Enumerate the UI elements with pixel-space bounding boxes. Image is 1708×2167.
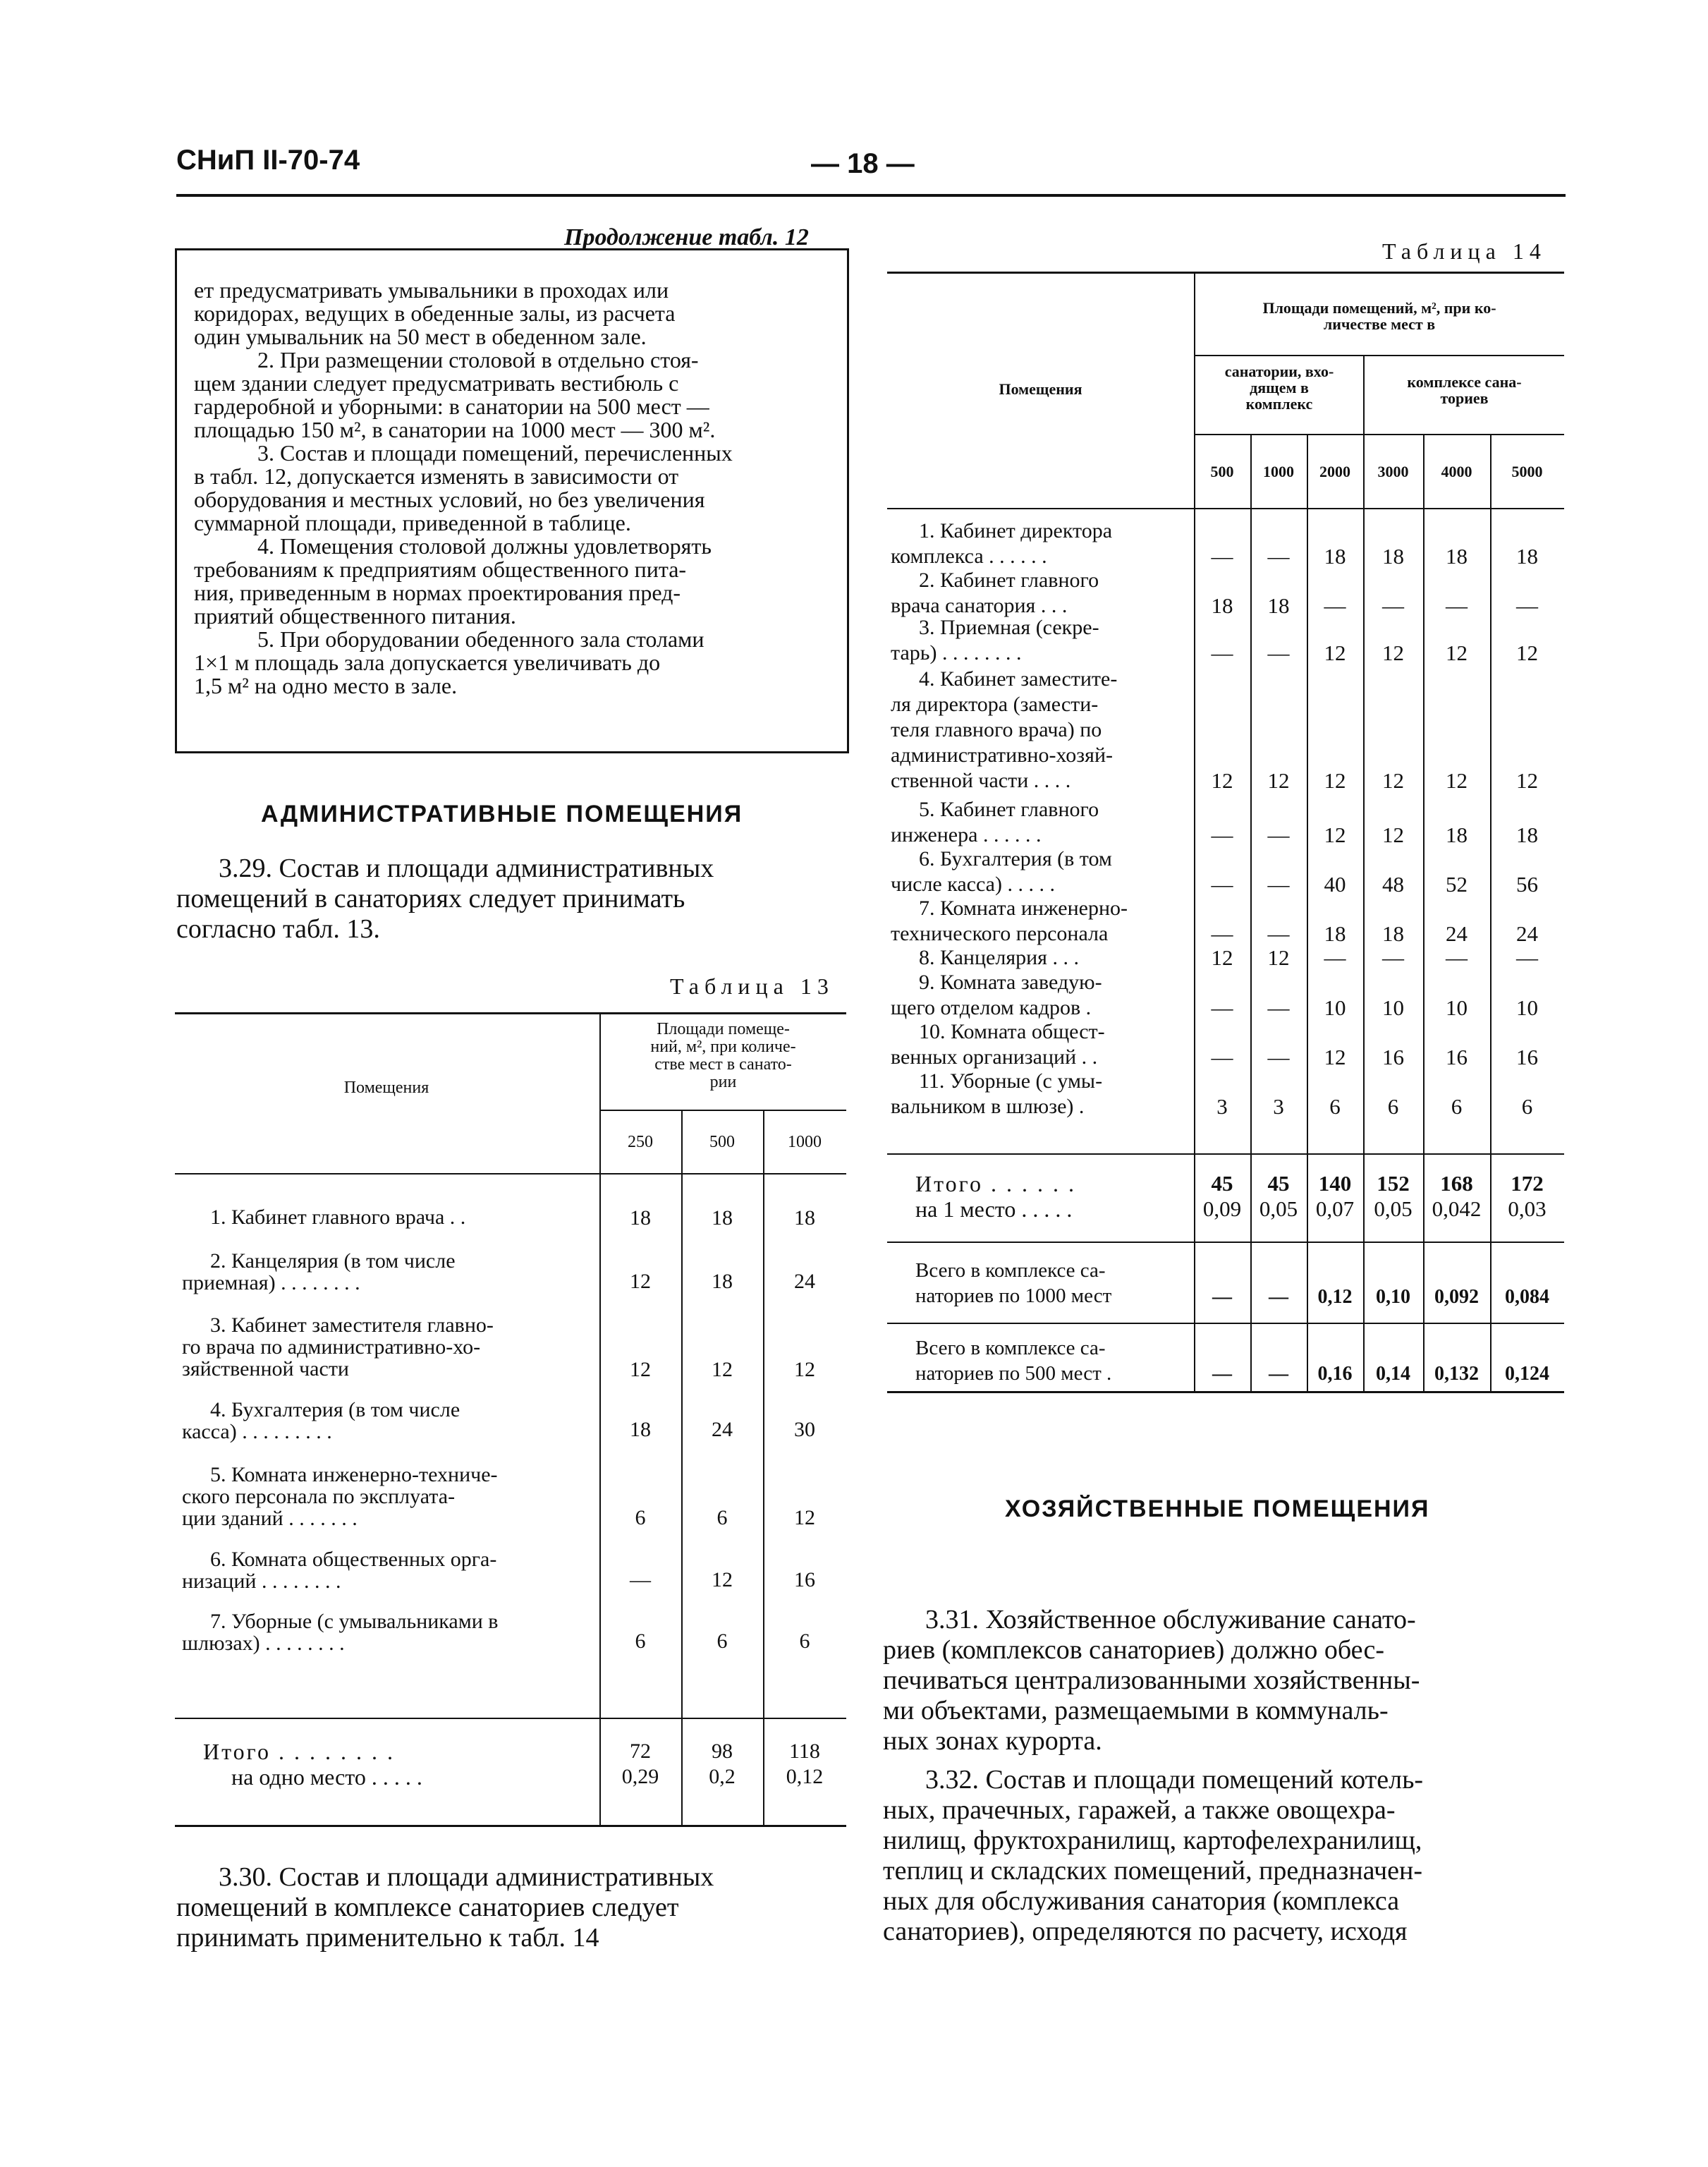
- continuation-line: суммарной площади, приведенной в таблице.: [194, 510, 631, 535]
- table-14-cell: 18: [1382, 544, 1404, 569]
- total-value: 140: [1318, 1171, 1352, 1196]
- total-value: 98: [712, 1740, 733, 1763]
- table-14-cell: 56: [1516, 872, 1538, 897]
- table-14-rooms-header: Помещения: [999, 380, 1082, 398]
- area-header-line: Площади помеще-: [657, 1020, 790, 1038]
- row-name-line: 4. Бухгалтерия (в том числе: [210, 1398, 460, 1421]
- table-14-area-header: [1196, 300, 1563, 332]
- table-13-total-cell: [599, 1739, 681, 1790]
- table-14-vline: [1307, 434, 1308, 1392]
- row-name-line: приемная) . . . . . . . .: [182, 1271, 360, 1294]
- continuation-line: щем здании следует предусматривать вестибюль с: [194, 370, 679, 396]
- table-14-cell: 12: [1324, 641, 1346, 665]
- paragraph-line: согласно табл. 13.: [176, 914, 380, 944]
- table-14-all500-cell: 0,16: [1317, 1363, 1353, 1385]
- row-name-line: ского персонала по эксплуата-: [182, 1485, 456, 1508]
- table-13-cell: 12: [630, 1358, 651, 1381]
- paragraph-line: помещений в санаториях следует принимать: [176, 884, 685, 913]
- table-14-row-name: [891, 1069, 1190, 1119]
- row-name-line: 6. Комната общественных орга-: [210, 1548, 497, 1571]
- group-header-line: комплекс: [1245, 395, 1313, 413]
- table-14-cell: 18: [1267, 593, 1290, 618]
- table-14-cell: 18: [1211, 593, 1233, 618]
- capacity-1000: 1000: [788, 1133, 822, 1151]
- table-13-cell: 24: [794, 1270, 815, 1293]
- total-value: 118: [789, 1740, 820, 1763]
- all-label-line: Всего в комплексе са-: [915, 1259, 1106, 1282]
- table-14-row-name: [891, 846, 1190, 897]
- table-14-cell: —: [1267, 872, 1290, 897]
- table-13-row-name: [182, 1399, 594, 1443]
- table-13-cell: 12: [794, 1506, 815, 1529]
- table-14-cell: 24: [1446, 921, 1468, 946]
- table-14-cell: 16: [1446, 1045, 1468, 1069]
- table-14-hline: [887, 508, 1564, 509]
- table-14-cell: 40: [1324, 872, 1346, 897]
- table-13-rooms-header: Помещения: [343, 1079, 429, 1097]
- table-14-cell: —: [1211, 995, 1233, 1020]
- table-14-cell: —: [1516, 593, 1538, 618]
- per-place-value: 0,07: [1315, 1196, 1355, 1221]
- total-label-line: Итого . . . . . .: [915, 1171, 1076, 1196]
- table-13-cell: 18: [794, 1206, 815, 1230]
- table-14-total-cell: [1250, 1171, 1307, 1222]
- table-13-cell: 6: [635, 1629, 646, 1653]
- table-14-all500-cell: 0,14: [1376, 1363, 1410, 1385]
- table-14-cell: 12: [1516, 768, 1538, 793]
- table-14-cell: 12: [1324, 823, 1346, 847]
- paragraph-line: теплиц и складских помещений, предназначен-: [883, 1856, 1422, 1886]
- row-name-line: 7. Комната инженерно-: [919, 897, 1128, 920]
- table-14-cell: 12: [1382, 641, 1404, 665]
- admin-section-title: АДМИНИСТРАТИВНЫЕ ПОМЕЩЕНИЯ: [261, 801, 743, 827]
- table-13-cell: 24: [712, 1418, 733, 1441]
- total-value: 45: [1267, 1171, 1290, 1196]
- table-13-hline: [175, 1718, 846, 1719]
- table-14-cell: —: [1211, 823, 1233, 847]
- table-14-cell: 12: [1211, 768, 1233, 793]
- table-14-cell: 18: [1446, 544, 1468, 569]
- capacity-250: 250: [628, 1133, 653, 1151]
- row-name-line: касса) . . . . . . . . .: [182, 1420, 332, 1443]
- row-name-line: 10. Комната общест-: [919, 1020, 1105, 1043]
- table-14-cell: 12: [1446, 641, 1468, 665]
- table-14-vline: [1423, 434, 1425, 1392]
- table-14-total-cell: [1490, 1171, 1564, 1222]
- all-label-line: Всего в комплексе са-: [915, 1337, 1106, 1359]
- capacity-500: 500: [709, 1133, 735, 1151]
- table-14-cell: —: [1382, 945, 1404, 970]
- row-name-line: щего отделом кадров .: [891, 996, 1092, 1019]
- continuation-line: гардеробной и уборными: в санатории на 500 мест —: [194, 394, 709, 419]
- total-value: 45: [1211, 1171, 1233, 1196]
- group-header-line: санатории, вхо-: [1224, 363, 1334, 380]
- table-13-cell: 6: [799, 1629, 810, 1653]
- table-13-cell: 6: [716, 1506, 728, 1529]
- area-header-line: рии: [709, 1073, 737, 1091]
- table-14-caption: Таблица 14: [1382, 238, 1547, 264]
- table-14-cell: 12: [1382, 823, 1404, 847]
- paragraph-line: ных для обслуживания санатория (комплекса: [883, 1886, 1400, 1916]
- table-14-cell: 12: [1516, 641, 1538, 665]
- table-14-cell: 52: [1446, 872, 1468, 897]
- table-13-row-name: [182, 1610, 594, 1654]
- table-14-all1000-cell: —: [1212, 1286, 1232, 1308]
- table-13-row-name: [210, 1206, 594, 1228]
- table-14-hline: [887, 1323, 1564, 1324]
- continuation-line: 2. При размещении столовой в отдельно стоя-: [257, 347, 699, 372]
- table-14-row-name: [891, 568, 1190, 619]
- row-name-line: 8. Канцелярия . . .: [919, 946, 1079, 969]
- table-14-cell: 18: [1446, 823, 1468, 847]
- row-name-line: 2. Канцелярия (в том числе: [210, 1249, 456, 1273]
- paragraph-line: риев (комплексов санаториев) должно обес-: [883, 1635, 1385, 1665]
- table-14-cell: 18: [1324, 921, 1346, 946]
- group-header-line: ториев: [1440, 389, 1489, 407]
- table-14-hline: [887, 1242, 1564, 1243]
- continuation-caption: Продолжение табл. 12: [564, 224, 809, 250]
- table-14-row-name: [891, 970, 1190, 1021]
- table-14-cell: 10: [1516, 995, 1538, 1020]
- table-14-total-cell: [1363, 1171, 1423, 1222]
- total-value: 168: [1440, 1171, 1473, 1196]
- table-13-total-cell: [763, 1739, 846, 1790]
- capacity-3000: 3000: [1377, 463, 1409, 480]
- table-14-row-name: [891, 945, 1190, 971]
- table-14-all500-cell: 0,132: [1434, 1363, 1479, 1385]
- continuation-line: 3. Состав и площади помещений, перечисленных: [257, 440, 733, 466]
- header-rule: [176, 194, 1566, 197]
- table-14-cell: —: [1211, 1045, 1233, 1069]
- table-14-cell: —: [1211, 641, 1233, 665]
- row-name-line: числе касса) . . . . .: [891, 873, 1055, 896]
- row-name-line: 1. Кабинет главного врача . .: [210, 1206, 466, 1229]
- paragraph-3-30: [176, 1862, 853, 1953]
- table-14-cell: —: [1516, 945, 1538, 970]
- continuation-text: [194, 279, 829, 698]
- table-14-cell: 12: [1267, 945, 1290, 970]
- all-label-line: наториев по 1000 мест: [915, 1285, 1112, 1307]
- table-14-cell: 6: [1521, 1094, 1533, 1119]
- table-14-all1000-cell: 0,10: [1376, 1286, 1410, 1308]
- table-14-hline: [1194, 434, 1564, 435]
- table-13-cell: 30: [794, 1418, 815, 1441]
- table-14-cell: —: [1211, 921, 1233, 946]
- total-label-line: на одно место . . . . .: [231, 1764, 422, 1790]
- continuation-line: оборудования и местных условий, но без увеличения: [194, 487, 705, 512]
- per-place-value: 0,03: [1508, 1196, 1547, 1221]
- table-14-cell: 10: [1382, 995, 1404, 1020]
- table-14-hline: [887, 1153, 1564, 1155]
- table-14-cell: 48: [1382, 872, 1404, 897]
- table-13-cell: 18: [712, 1270, 733, 1293]
- table-14-cell: 10: [1446, 995, 1468, 1020]
- table-14-total-label: [915, 1171, 1194, 1222]
- per-place-value: 0,12: [786, 1765, 824, 1788]
- paragraph-line: 3.32. Состав и площади помещений котель-: [925, 1765, 1424, 1795]
- table-13-cell: 12: [712, 1568, 733, 1591]
- table-13-cell: 6: [716, 1629, 728, 1653]
- table-14-all1000-cell: —: [1269, 1286, 1288, 1308]
- row-name-line: 2. Кабинет главного: [919, 569, 1099, 592]
- table-13-total-label: [203, 1739, 594, 1790]
- table-14-all1000-cell: 0,12: [1317, 1286, 1353, 1308]
- table-13-cell: 18: [712, 1206, 733, 1230]
- household-section-title: ХОЗЯЙСТВЕННЫЕ ПОМЕЩЕНИЯ: [1005, 1495, 1430, 1522]
- table-14-row-name: [891, 896, 1190, 947]
- table-14-vline: [1250, 434, 1252, 1392]
- table-13-row-name: [182, 1548, 594, 1592]
- capacity-4000: 4000: [1441, 463, 1472, 480]
- per-place-value: 0,05: [1374, 1196, 1413, 1221]
- capacity-5000: 5000: [1511, 463, 1543, 480]
- capacity-1000: 1000: [1263, 463, 1294, 480]
- table-13-cell: 18: [630, 1418, 651, 1441]
- row-name-line: ции зданий . . . . . . .: [182, 1507, 358, 1530]
- area-header-line: стве мест в санато-: [654, 1055, 792, 1074]
- table-14-cell: 18: [1516, 823, 1538, 847]
- paragraph-line: печиваться централизованными хозяйственны-: [883, 1665, 1420, 1695]
- document-code: СНиП II-70-74: [176, 145, 360, 176]
- row-name-line: 3. Приемная (секре-: [919, 616, 1099, 639]
- continuation-line: ет предусматривать умывальники в проходах или: [194, 277, 669, 303]
- table-13-caption: Таблица 13: [670, 973, 834, 999]
- per-place-value: 0,05: [1259, 1196, 1298, 1221]
- continuation-line: площадью 150 м², в санатории на 1000 мест — 300 м².: [194, 417, 716, 442]
- table-14-cell: —: [1446, 945, 1468, 970]
- continuation-line: приятий общественного питания.: [194, 603, 516, 629]
- row-name-line: низаций . . . . . . . .: [182, 1570, 341, 1593]
- per-place-value: 0,29: [621, 1765, 659, 1788]
- row-name-line: 5. Кабинет главного: [919, 798, 1099, 821]
- per-place-value: 0,042: [1432, 1196, 1482, 1221]
- household-paragraphs: [883, 1605, 1560, 1947]
- row-name-line: тарь) . . . . . . . .: [891, 641, 1022, 664]
- table-14-cell: —: [1267, 995, 1290, 1020]
- paragraph-line: помещений в комплексе санаториев следует: [176, 1893, 679, 1922]
- total-label-line: на 1 место . . . . .: [915, 1196, 1073, 1222]
- table-14-cell: —: [1267, 823, 1290, 847]
- total-label-line: Итого . . . . . . . .: [203, 1739, 395, 1764]
- continuation-line: один умывальник на 50 мест в обеденном зале.: [194, 324, 647, 349]
- table-14-cell: 18: [1516, 544, 1538, 569]
- group-header-line: дящем в: [1250, 379, 1309, 396]
- row-name-line: 7. Уборные (с умывальниками в: [210, 1610, 499, 1633]
- row-name-line: 11. Уборные (с умы-: [919, 1069, 1103, 1093]
- table-14-cell: 3: [1273, 1094, 1284, 1119]
- row-name-line: венных организаций . .: [891, 1045, 1098, 1069]
- per-place-value: 0,2: [709, 1765, 736, 1788]
- capacity-500: 500: [1210, 463, 1234, 480]
- table-14-all1000-cell: 0,084: [1505, 1286, 1549, 1308]
- table-14-row-name: [891, 1019, 1190, 1070]
- table-13-area-header: [602, 1021, 845, 1091]
- table-13-row-name: [182, 1314, 594, 1380]
- row-name-line: врача санатория . . .: [891, 594, 1068, 617]
- page-number: — 18 —: [811, 148, 915, 179]
- row-name-line: 5. Комната инженерно-техниче-: [210, 1463, 498, 1486]
- row-name-line: 1. Кабинет директора: [919, 519, 1113, 542]
- table-14-cell: 6: [1329, 1094, 1341, 1119]
- table-14-all500-cell: —: [1212, 1363, 1232, 1385]
- table-14-cell: —: [1267, 641, 1290, 665]
- table-13-cell: 12: [794, 1358, 815, 1381]
- continuation-line: ния, приведенным в нормах проектирования пред-: [194, 580, 681, 605]
- area-header-line: ний, м², при количе-: [650, 1038, 796, 1056]
- table-14-cell: 3: [1216, 1094, 1228, 1119]
- row-name-line: комплекса . . . . . .: [891, 545, 1047, 568]
- row-name-line: технического персонала: [891, 922, 1109, 945]
- table-14-cell: 18: [1382, 921, 1404, 946]
- table-13: [175, 1012, 846, 1827]
- table-13-cell: 18: [630, 1206, 651, 1230]
- continuation-line: 4. Помещения столовой должны удовлетворять: [257, 533, 712, 559]
- row-name-line: 3. Кабинет заместителя главно-: [210, 1313, 494, 1337]
- table-14-cell: 16: [1382, 1045, 1404, 1069]
- per-place-value: 0,09: [1202, 1196, 1242, 1221]
- table-14-cell: —: [1211, 872, 1233, 897]
- paragraph-line: 3.31. Хозяйственное обслуживание санато-: [925, 1605, 1416, 1634]
- table-13-cell: 16: [794, 1568, 815, 1591]
- table-13-cell: 12: [630, 1270, 651, 1293]
- continuation-line: в табл. 12, допускается изменять в зависимости от: [194, 463, 679, 489]
- capacity-2000: 2000: [1319, 463, 1350, 480]
- table-14-cell: 12: [1211, 945, 1233, 970]
- row-name-line: 6. Бухгалтерия (в том: [919, 847, 1112, 870]
- all-label-line: наториев по 500 мест .: [915, 1362, 1112, 1385]
- table-14-cell: —: [1267, 1045, 1290, 1069]
- area-header-line: личестве мест в: [1323, 315, 1436, 333]
- table-14-row-name: [891, 518, 1190, 569]
- paragraph-line: принимать применительно к табл. 14: [176, 1923, 599, 1953]
- table-14-group-sanatorium: [1195, 363, 1363, 412]
- table-14-cell: 12: [1446, 768, 1468, 793]
- paragraph-3-29: [176, 854, 853, 945]
- paragraph-line: ми объектами, размещаемыми в коммуналь-: [883, 1696, 1389, 1725]
- paragraph-line: 3.29. Состав и площади административных: [219, 854, 714, 883]
- table-14-cell: 24: [1516, 921, 1538, 946]
- table-14-all500-label: [915, 1335, 1194, 1386]
- table-14-cell: —: [1267, 921, 1290, 946]
- row-name-line: ственной части . . . .: [891, 769, 1071, 792]
- table-14-vline: [1490, 434, 1492, 1392]
- table-14-cell: 12: [1324, 768, 1346, 793]
- group-header-line: комплексе сана-: [1407, 373, 1522, 391]
- continuation-line: 5. При оборудовании обеденного зала столами: [257, 626, 704, 652]
- table-14-cell: 12: [1382, 768, 1404, 793]
- paragraph-line: 3.30. Состав и площади административных: [219, 1862, 714, 1892]
- table-14-cell: —: [1382, 593, 1404, 618]
- table-13-row-name: [182, 1250, 594, 1294]
- table-14-hline: [1194, 355, 1564, 356]
- continuation-line: 1,5 м² на одно место в зале.: [194, 673, 458, 698]
- table-14-cell: —: [1267, 544, 1290, 569]
- continuation-line: требованиям к предприятиям общественного пита-: [194, 557, 687, 582]
- table-14-total-cell: [1423, 1171, 1490, 1222]
- row-name-line: шлюзах) . . . . . . . .: [182, 1632, 345, 1655]
- table-13-hline: [175, 1173, 846, 1174]
- table-14-cell: 18: [1324, 544, 1346, 569]
- table-13-cell: 6: [635, 1506, 646, 1529]
- continuation-line: 1×1 м площадь зала допускается увеличивать до: [194, 650, 661, 675]
- paragraph-line: нилищ, фруктохранилищ, картофелехранилищ,: [883, 1826, 1422, 1855]
- table-14-group-complex: [1365, 374, 1564, 406]
- table-14: [887, 272, 1564, 1393]
- total-value: 172: [1511, 1171, 1544, 1196]
- table-14-total-cell: [1307, 1171, 1363, 1222]
- table-14-row-name: [891, 667, 1190, 794]
- row-name-line: административно-хозяй-: [891, 743, 1113, 767]
- table-14-cell: —: [1324, 593, 1346, 618]
- table-14-cell: 12: [1267, 768, 1290, 793]
- table-14-row-name: [891, 615, 1190, 666]
- row-name-line: зяйственной части: [182, 1357, 349, 1380]
- row-name-line: теля главного врача) по: [891, 718, 1102, 741]
- table-14-cell: 6: [1387, 1094, 1399, 1119]
- table-14-cell: 10: [1324, 995, 1346, 1020]
- area-header-line: Площади помещений, м², при ко-: [1262, 299, 1496, 317]
- table-14-cell: —: [1211, 544, 1233, 569]
- row-name-line: инженера . . . . . .: [891, 823, 1042, 846]
- table-14-cell: —: [1446, 593, 1468, 618]
- table-13-row-name: [182, 1464, 594, 1529]
- table-14-cell: 16: [1516, 1045, 1538, 1069]
- row-name-line: 4. Кабинет заместите-: [919, 667, 1118, 691]
- table-14-cell: 6: [1451, 1094, 1463, 1119]
- table-14-all1000-cell: 0,092: [1434, 1286, 1479, 1308]
- table-13-cell: 12: [712, 1358, 733, 1381]
- continuation-line: коридорах, ведущих в обеденные залы, из расчета: [194, 301, 676, 326]
- table-13-total-cell: [681, 1739, 763, 1790]
- table-13-hline: [599, 1110, 846, 1111]
- row-name-line: ля директора (замести-: [891, 693, 1099, 716]
- row-name-line: го врача по административно-хо-: [182, 1335, 481, 1359]
- table-14-all500-cell: 0,124: [1505, 1363, 1549, 1385]
- total-value: 152: [1377, 1171, 1410, 1196]
- row-name-line: 9. Комната заведую-: [919, 971, 1102, 994]
- table-14-row-name: [891, 797, 1190, 848]
- table-13-cell: —: [630, 1568, 651, 1591]
- table-14-all1000-label: [915, 1258, 1194, 1309]
- table-14-all500-cell: —: [1269, 1363, 1288, 1385]
- paragraph-line: санаториев), определяются по расчету, исходя: [883, 1917, 1408, 1946]
- table-14-total-cell: [1194, 1171, 1250, 1222]
- table-14-cell: —: [1324, 945, 1346, 970]
- paragraph-line: ных, прачечных, гаражей, а также овощехра-: [883, 1795, 1396, 1825]
- total-value: 72: [630, 1740, 651, 1763]
- paragraph-line: ных зонах курорта.: [883, 1726, 1102, 1756]
- table-14-cell: 12: [1324, 1045, 1346, 1069]
- row-name-line: вальником в шлюзе) .: [891, 1095, 1085, 1118]
